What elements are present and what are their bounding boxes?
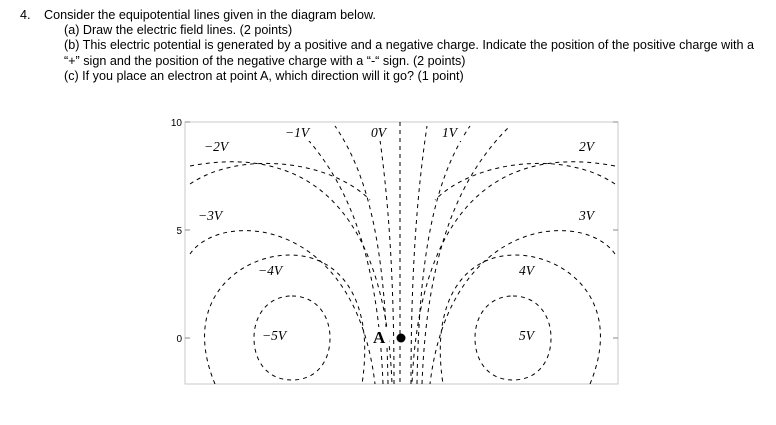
equipotential-pos-inner-a [422, 126, 510, 384]
equipotential-neg3 [190, 231, 375, 384]
equipotential-neg-inner-a [295, 126, 383, 384]
label-5v: 5V [519, 328, 534, 343]
equipotential-pos1 [412, 162, 615, 384]
equipotential-pos-inner-c [411, 126, 427, 384]
point-a-dot [397, 334, 406, 343]
label-4v: 4V [519, 263, 534, 278]
label-2v: 2V [579, 139, 594, 154]
equipotential-pos3 [430, 231, 615, 384]
equipotential-pos-inner-b [417, 126, 470, 384]
equipotential-neg1 [190, 162, 392, 384]
label-neg3v: −3V [198, 208, 223, 223]
equipotential-lines [190, 122, 615, 384]
label-neg1v: −1V [285, 125, 310, 140]
label-0v: 0V [371, 125, 386, 140]
plot-frame [185, 122, 618, 384]
question-part-b: (b) This electric potential is generated by a positive and a negative charge. Indicate the position of the positive charge with a “+” sign and the position of the negative charge with a “-“ sign. (2 points) [64, 38, 755, 68]
label-neg2v-top: −2V [204, 139, 229, 154]
label-neg5v: −5V [262, 328, 287, 343]
y-tick-label-10: 10 [170, 118, 182, 129]
question-prompt: Consider the equipotential lines given in the diagram below. [44, 8, 376, 22]
question-part-a: (a) Draw the electric field lines. (2 points) [64, 23, 293, 38]
question-number: 4. [20, 8, 31, 22]
y-tick-label-0: 0 [176, 334, 182, 345]
label-1v: 1V [442, 125, 457, 140]
question-part-c: (c) If you place an electron at point A, which direction will it go? (1 point) [64, 68, 464, 83]
point-a-label: A [373, 328, 386, 347]
y-tick-label-5: 5 [176, 226, 182, 237]
label-3v: 3V [579, 208, 594, 223]
label-neg4v: −4V [258, 263, 283, 278]
